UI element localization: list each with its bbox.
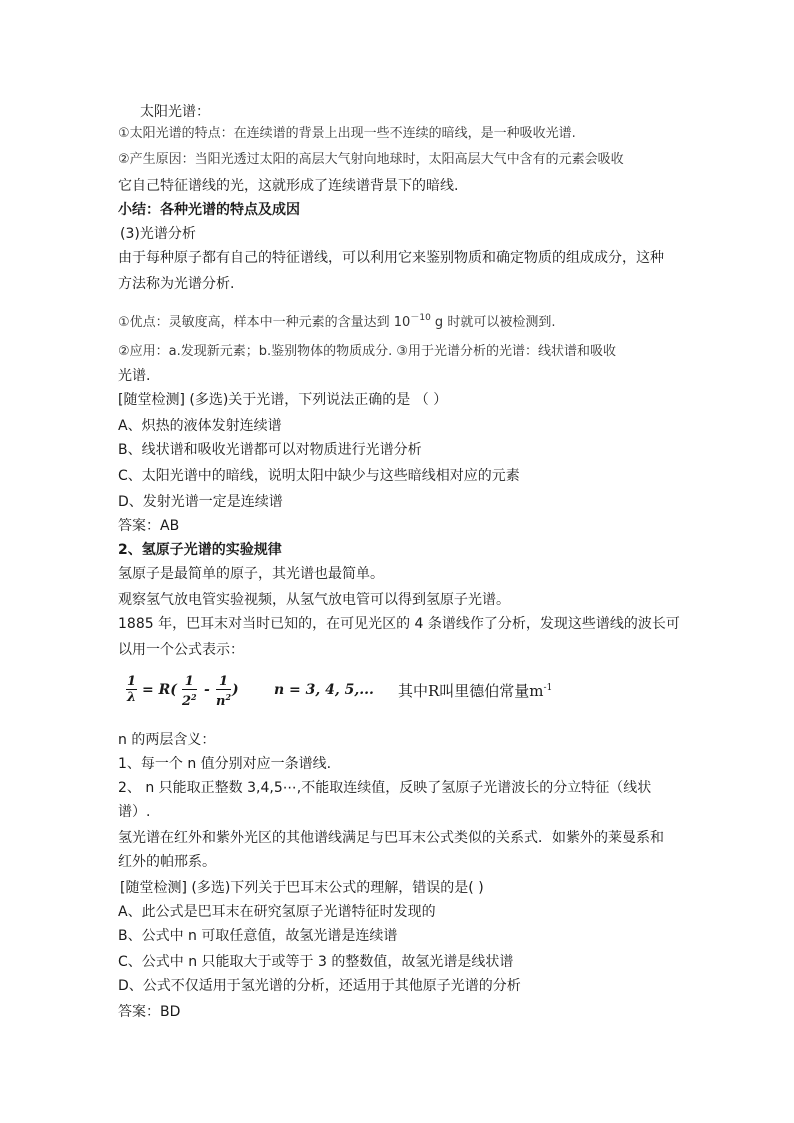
advantage-line (118, 308, 555, 333)
quiz2-answer: 答案：BD (118, 1004, 181, 1020)
rydberg-unit-exponent: -1 (543, 683, 553, 693)
balmer-formula (124, 672, 684, 712)
quiz1-question: [随堂检测] (多选)关于光谱，下列说法正确的是 （ ） (118, 392, 448, 408)
exponent-sup: －10 (410, 313, 431, 323)
n-meaning-1: 1、每一个 n 值分别对应一条谱线. (118, 756, 332, 772)
quiz2-option-a: A、此公式是巴耳末在研究氢原子光谱特征时发现的 (118, 904, 436, 920)
term1-denominator (182, 690, 197, 709)
term1-exponent: 2 (191, 692, 197, 702)
close-paren: ) (232, 682, 239, 698)
quiz2-option-c: C、公式中 n 只能取大于或等于 3 的整数值，故氢光谱是线状谱 (118, 954, 514, 970)
section-heading-hydrogen: 2、氢原子光谱的实验规律 (118, 542, 282, 558)
quiz1-option-c: C、太阳光谱中的暗线，说明太阳中缺少与这些暗线相对应的元素 (118, 468, 520, 484)
spectrum-analysis-heading: (3)光谱分析 (120, 226, 196, 242)
other-series-line2: 红外的帕邢系。 (118, 854, 216, 870)
n-meaning-heading: n 的两层含义： (118, 732, 216, 748)
heading-solar-spectrum: 太阳光谱： (140, 104, 210, 120)
lhs-numerator: 1 (127, 674, 137, 689)
term1-numerator: 1 (182, 674, 197, 690)
solar-spectrum-cause-line1: ②产生原因：当阳光透过太阳的高层大气射向地球时，太阳高层大气中含有的元素会吸收 (118, 152, 624, 167)
rydberg-note (398, 680, 552, 701)
n-meaning-2-line2: 谱）. (118, 804, 151, 820)
rydberg-text: 其中R叫里德伯常量m (398, 682, 544, 700)
summary-heading: 小结：各种光谱的特点及成因 (118, 202, 300, 218)
other-series-line1: 氢光谱在红外和紫外光区的其他谱线满足与巴耳末公式类似的关系式．如紫外的莱曼系和 (118, 830, 664, 846)
quiz2-option-d: D、公式不仅适用于氢光谱的分析，还适用于其他原子光谱的分析 (118, 978, 521, 994)
term1-base: 2 (182, 694, 192, 709)
quiz1-option-b: B、线状谱和吸收光谱都可以对物质进行光谱分析 (118, 442, 422, 458)
quiz1-answer: 答案：AB (118, 518, 180, 534)
solar-spectrum-feature: ①太阳光谱的特点：在连续谱的背景上出现一些不连续的暗线，是一种吸收光谱. (118, 126, 576, 141)
advantage-text: ①优点：灵敏度高，样本中一种元素的含量达到 10 (118, 315, 411, 330)
balmer-history-line1: 1885 年，巴耳末对当时已知的，在可见光区的 4 条谱线作了分析，发现这些谱线的波长可 (118, 616, 680, 632)
term2-base: n (216, 694, 226, 709)
hydrogen-simplest: 氢原子是最简单的原子，其光谱也最简单。 (118, 566, 384, 582)
application-line1: ②应用：a.发现新元素；b.鉴别物体的物质成分. ③用于光谱分析的光谱：线状谱和吸收 (118, 344, 617, 359)
term2-numerator: 1 (216, 674, 231, 690)
spectrum-analysis-def-line2: 方法称为光谱分析. (118, 276, 235, 292)
balmer-history-line2: 以用一个公式表示： (118, 642, 244, 658)
quiz2-question: [随堂检测] (多选)下列关于巴耳末公式的理解，错误的是( ) (120, 880, 484, 896)
application-line2: 光谱. (118, 368, 151, 384)
term2-fraction (216, 674, 231, 709)
n-meaning-2-line1: 2、 n 只能取正整数 3,4,5⋯,不能取连续值，反映了氢原子光谱波长的分立特征（线状 (118, 780, 652, 796)
term1-fraction (182, 674, 197, 709)
lhs-denominator: λ (126, 690, 137, 705)
lhs-fraction (126, 674, 137, 705)
advantage-tail: g 时就可以被检测到. (430, 315, 556, 330)
quiz2-option-b: B、公式中 n 可取任意值，故氢光谱是连续谱 (118, 928, 398, 944)
quiz1-option-d: D、发射光谱一定是连续谱 (118, 494, 283, 510)
term2-denominator (216, 690, 231, 709)
term2-exponent: 2 (225, 692, 232, 702)
quiz1-option-a: A、炽热的液体发射连续谱 (118, 418, 282, 434)
minus-sign: - (204, 682, 210, 698)
n-values: n = 3, 4, 5,... (274, 682, 374, 698)
equals-R: = R( (142, 682, 177, 698)
spectrum-analysis-def-line1: 由于每种原子都有自己的特征谱线，可以利用它来鉴别物质和确定物质的组成成分，这种 (118, 250, 664, 266)
solar-spectrum-cause-line2: 它自己特征谱线的光，这就形成了连续谱背景下的暗线. (118, 178, 459, 194)
observe-discharge-tube: 观察氢气放电管实验视频，从氢气放电管可以得到氢原子光谱。 (118, 592, 510, 608)
